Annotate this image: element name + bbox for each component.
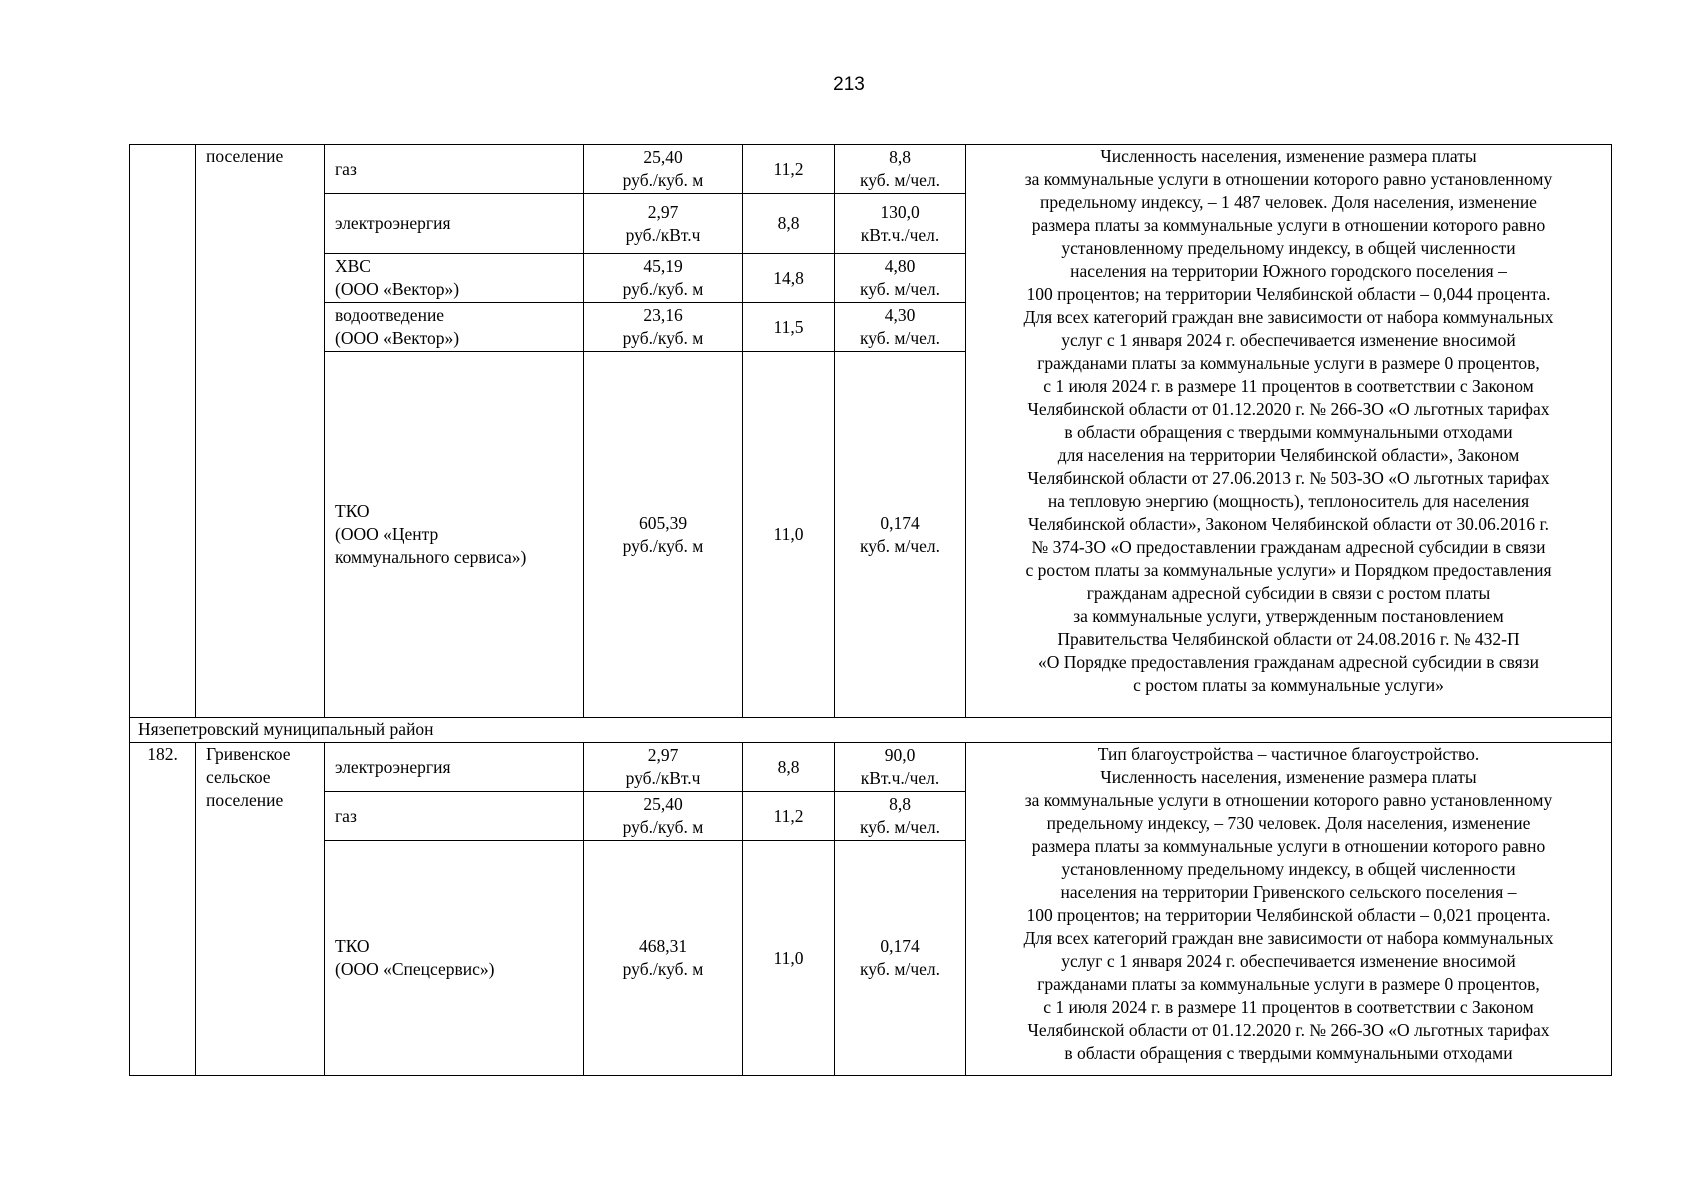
tariff-line: 605,39 xyxy=(638,512,688,533)
description-line: для населения на территории Челябинской области», Законом xyxy=(1057,445,1520,465)
description-line: с 1 июля 2024 г. в размере 11 процентов в соответствии с Законом xyxy=(1043,376,1534,396)
tariff-line: руб./куб. м xyxy=(622,279,704,299)
norm-line: 4,80 xyxy=(884,256,916,276)
index-cell: 11,2 xyxy=(743,792,835,841)
norm-cell xyxy=(835,352,966,718)
description-line: Челябинской области», Законом Челябинской области от 30.06.2016 г. xyxy=(1027,514,1550,534)
norm-cell xyxy=(835,254,966,303)
settlement-name xyxy=(196,145,325,718)
norm-cell xyxy=(835,792,966,841)
norm-cell xyxy=(835,743,966,792)
norm-line: 8,8 xyxy=(889,794,911,814)
description-line: размера платы за коммунальные услуги в отношении которого равно xyxy=(1031,836,1546,856)
table-row xyxy=(130,743,1612,792)
description-line: Для всех категорий граждан вне зависимости от набора коммунальных xyxy=(1023,928,1554,948)
index-cell: 11,2 xyxy=(743,145,835,194)
description-line: услуг с 1 января 2024 г. обеспечивается изменение вносимой xyxy=(1061,330,1516,350)
tariff-line: 2,97 xyxy=(647,201,679,222)
tariff-cell xyxy=(584,303,743,352)
service-name-line: электроэнергия xyxy=(335,756,451,777)
settlement-name-line: поселение xyxy=(206,790,284,810)
norm-line: 130,0 xyxy=(880,201,920,222)
settlement-name xyxy=(196,743,325,1076)
norm-line: 90,0 xyxy=(884,745,916,765)
description-line: № 374-ЗО «О предоставлении гражданам адресной субсидии в связи xyxy=(1031,537,1546,557)
description-line: Челябинской области от 01.12.2020 г. № 266-ЗО «О льготных тарифах xyxy=(1027,399,1550,419)
description-line: населения на территории Южного городского поселения – xyxy=(1070,261,1507,281)
service-name xyxy=(325,303,584,352)
description-line: 100 процентов; на территории Челябинской области – 0,044 процента. xyxy=(1026,284,1551,304)
description-line: в области обращения с твердыми коммунальными отходами xyxy=(1064,422,1513,442)
norm-line: куб. м/чел. xyxy=(859,328,941,348)
index-cell: 8,8 xyxy=(743,743,835,792)
description-line: гражданами платы за коммунальные услуги в размере 0 процентов, xyxy=(1037,974,1540,994)
description-line: 100 процентов; на территории Челябинской области – 0,021 процента. xyxy=(1026,905,1551,925)
service-name-line: газ xyxy=(335,158,357,179)
description-line: гражданами платы за коммунальные услуги в размере 0 процентов, xyxy=(1037,353,1540,373)
service-name-line: (ООО «Центр xyxy=(335,524,439,544)
region-title: Нязепетровский муниципальный район xyxy=(130,718,1612,743)
description-line: услуг с 1 января 2024 г. обеспечивается изменение вносимой xyxy=(1061,951,1516,971)
norm-line: 0,174 xyxy=(880,936,920,956)
description-line: Численность населения, изменение размера платы xyxy=(1100,767,1477,787)
norm-line: 4,30 xyxy=(884,305,916,325)
service-name-line: коммунального сервиса») xyxy=(335,547,527,567)
tariff-line: 25,40 xyxy=(643,794,683,814)
description-cell xyxy=(966,145,1612,718)
tariff-line: 468,31 xyxy=(638,936,688,956)
service-name-line: ТКО xyxy=(335,501,370,521)
description-line: предельному индексу, – 730 человек. Доля населения, изменение xyxy=(1046,813,1531,833)
page-number: 213 xyxy=(833,74,865,95)
service-name-line: электроэнергия xyxy=(335,213,451,233)
service-name xyxy=(325,841,584,1076)
service-name-line: (ООО «Вектор») xyxy=(335,328,460,348)
norm-cell xyxy=(835,303,966,352)
norm-line: куб. м/чел. xyxy=(859,170,941,190)
index-cell: 11,5 xyxy=(743,303,835,352)
row-number xyxy=(130,145,196,718)
service-name-line: газ xyxy=(335,805,357,826)
tariff-line: 25,40 xyxy=(643,147,683,167)
tariff-line: руб./кВт.ч xyxy=(625,768,701,788)
description-line: за коммунальные услуги в отношении которого равно установленному xyxy=(1024,790,1553,810)
row-number: 182. xyxy=(130,743,196,1076)
description-line: в области обращения с твердыми коммунальными отходами xyxy=(1064,1043,1513,1063)
tariff-line: руб./кВт.ч xyxy=(625,224,701,245)
index-cell: 11,0 xyxy=(743,841,835,1076)
description-line: Тип благоустройства – частичное благоустройство. xyxy=(1097,744,1480,764)
description-line: установленному предельному индексу, в общей численности xyxy=(1061,859,1516,879)
service-name xyxy=(325,743,584,792)
service-name-line: ТКО xyxy=(335,936,370,956)
service-name xyxy=(325,352,584,718)
description-line: Численность населения, изменение размера платы xyxy=(1100,146,1477,166)
description-line: с ростом платы за коммунальные услуги» xyxy=(1133,675,1444,695)
description-line: Челябинской области от 27.06.2013 г. № 503-ЗО «О льготных тарифах xyxy=(1027,468,1550,488)
description-line: установленному предельному индексу, в общей численности xyxy=(1061,238,1516,258)
service-name xyxy=(325,145,584,194)
tariff-line: руб./куб. м xyxy=(622,535,704,556)
tariff-cell xyxy=(584,145,743,194)
tariff-cell xyxy=(584,841,743,1076)
service-name-line: (ООО «Вектор») xyxy=(335,279,460,299)
tariff-cell xyxy=(584,194,743,254)
norm-cell xyxy=(835,194,966,254)
description-line: предельному индексу, – 1 487 человек. Доля населения, изменение xyxy=(1040,192,1537,212)
service-name xyxy=(325,194,584,254)
index-cell: 11,0 xyxy=(743,352,835,718)
norm-line: 0,174 xyxy=(880,512,920,533)
tariff-line: 23,16 xyxy=(643,305,683,325)
norm-line: кВт.ч./чел. xyxy=(860,768,940,788)
index-cell: 8,8 xyxy=(743,194,835,254)
norm-line: куб. м/чел. xyxy=(859,959,941,979)
description-line: за коммунальные услуги в отношении которого равно установленному xyxy=(1024,169,1553,189)
description-line: с ростом платы за коммунальные услуги» и Порядком предоставления xyxy=(1025,560,1552,580)
tariff-line: руб./куб. м xyxy=(622,817,704,837)
description-line: населения на территории Гривенского сельского поселения – xyxy=(1060,882,1517,902)
description-line: за коммунальные услуги, утвержденным постановлением xyxy=(1073,606,1504,626)
service-name xyxy=(325,254,584,303)
description-line: Правительства Челябинской области от 24.08.2016 г. № 432-П xyxy=(1057,629,1520,649)
tariff-cell xyxy=(584,743,743,792)
norm-line: куб. м/чел. xyxy=(859,279,941,299)
norm-line: 8,8 xyxy=(889,147,911,167)
settlement-name-line: сельское xyxy=(206,767,271,787)
norm-cell xyxy=(835,841,966,1076)
description-line: размера платы за коммунальные услуги в отношении которого равно xyxy=(1031,215,1546,235)
table-row xyxy=(130,145,1612,194)
description-line: на тепловую энергию (мощность), теплоноситель для населения xyxy=(1047,491,1530,511)
description-line: Челябинской области от 01.12.2020 г. № 266-ЗО «О льготных тарифах xyxy=(1027,1020,1550,1040)
description-line: Для всех категорий граждан вне зависимости от набора коммунальных xyxy=(1023,307,1554,327)
description-line: с 1 июля 2024 г. в размере 11 процентов в соответствии с Законом xyxy=(1043,997,1534,1017)
tariff-line: 2,97 xyxy=(647,745,679,765)
tariff-cell xyxy=(584,792,743,841)
service-name-line: ХВС xyxy=(335,256,371,276)
tariff-line: 45,19 xyxy=(643,256,683,276)
service-name-line: водоотведение xyxy=(335,305,445,325)
description-cell xyxy=(966,743,1612,1076)
settlement-name-line: Гривенское xyxy=(206,744,291,764)
norm-cell xyxy=(835,145,966,194)
tariff-table xyxy=(129,144,1612,1076)
norm-line: куб. м/чел. xyxy=(859,817,941,837)
tariff-line: руб./куб. м xyxy=(622,328,704,348)
service-name-line: (ООО «Спецсервис») xyxy=(335,959,495,979)
description-line: «О Порядке предоставления гражданам адресной субсидии в связи xyxy=(1037,652,1540,672)
tariff-cell xyxy=(584,352,743,718)
description-line: гражданам адресной субсидии в связи с ростом платы xyxy=(1086,583,1491,603)
tariff-line: руб./куб. м xyxy=(622,170,704,190)
tariff-line: руб./куб. м xyxy=(622,959,704,979)
settlement-name-line: поселение xyxy=(206,146,284,166)
tariff-cell xyxy=(584,254,743,303)
norm-line: куб. м/чел. xyxy=(859,535,941,556)
index-cell: 14,8 xyxy=(743,254,835,303)
region-row xyxy=(130,718,1612,743)
service-name xyxy=(325,792,584,841)
norm-line: кВт.ч./чел. xyxy=(860,224,940,245)
